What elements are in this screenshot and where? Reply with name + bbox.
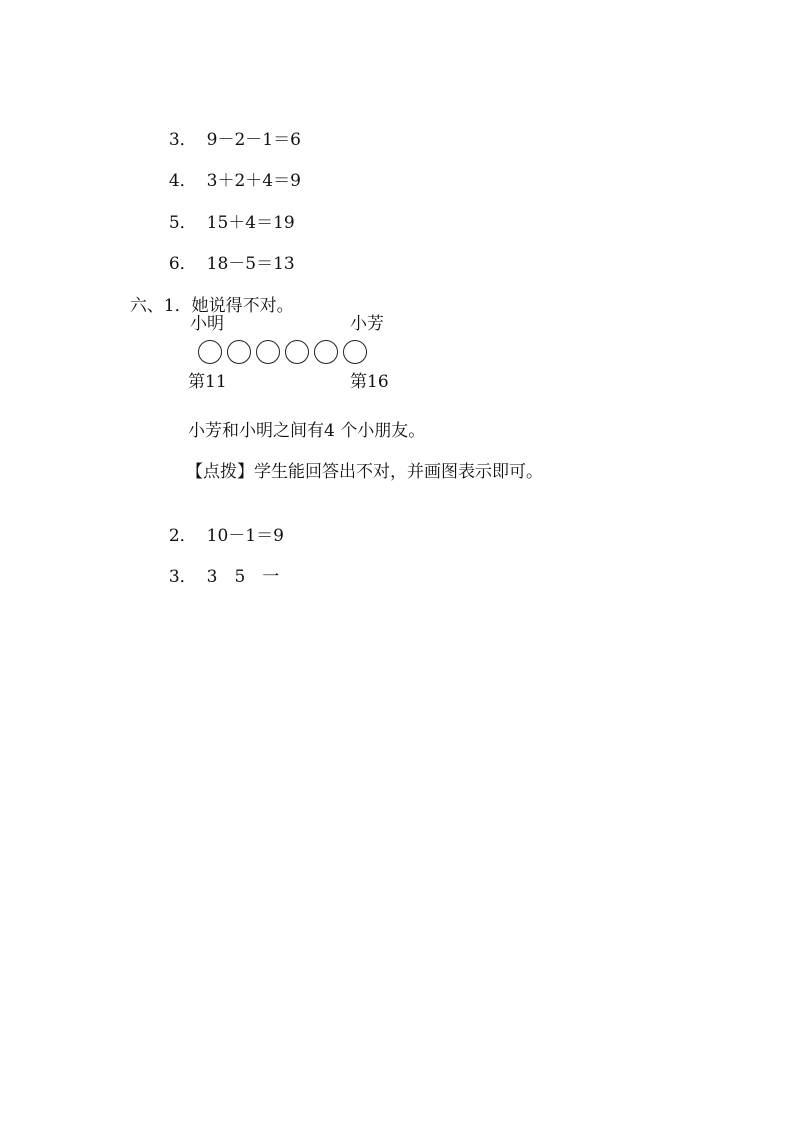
- part6-q2-line: [158, 503, 284, 547]
- answer-text: 3 5 一: [206, 567, 280, 587]
- left-name-label: 小明: [190, 314, 224, 334]
- answer-line-6: [158, 231, 295, 275]
- equation: 3＋2＋4＝9: [206, 171, 301, 191]
- answer-line-4: [158, 148, 301, 192]
- equation: 18－5＝13: [206, 254, 295, 274]
- child-circle: [198, 340, 222, 364]
- item-number: 2．: [168, 526, 197, 546]
- child-circle: [285, 340, 309, 364]
- q1-conclusion: 小芳和小明之间有4 个小朋友。: [188, 421, 426, 441]
- answer-line-5: [158, 190, 295, 234]
- item-number: 3．: [168, 567, 197, 587]
- item-number: 4．: [168, 171, 197, 191]
- queue-figure: [188, 312, 398, 396]
- left-position-label: 第11: [188, 372, 227, 392]
- equation: 9－2－1＝6: [206, 130, 301, 150]
- item-number: 3．: [168, 130, 197, 150]
- part6-q1-line: [119, 273, 294, 317]
- q1-tip: 【点拨】学生能回答出不对，并画图表示即可。: [186, 462, 543, 482]
- child-circle: [256, 340, 280, 364]
- answer-line-3: [158, 107, 301, 151]
- child-circle: [343, 340, 367, 364]
- section-heading: 六、1．: [129, 296, 192, 316]
- child-circle: [227, 340, 251, 364]
- item-number: 5．: [168, 213, 197, 233]
- part6-q3-line: [158, 544, 279, 588]
- right-position-label: 第16: [350, 372, 389, 392]
- child-circle: [314, 340, 338, 364]
- right-name-label: 小芳: [350, 314, 384, 334]
- equation: 15＋4＝19: [206, 213, 295, 233]
- circle-row: [198, 340, 367, 364]
- item-number: 6．: [168, 254, 197, 274]
- q1-answer-text: 她说得不对。: [191, 296, 294, 316]
- equation: 10－1＝9: [206, 526, 284, 546]
